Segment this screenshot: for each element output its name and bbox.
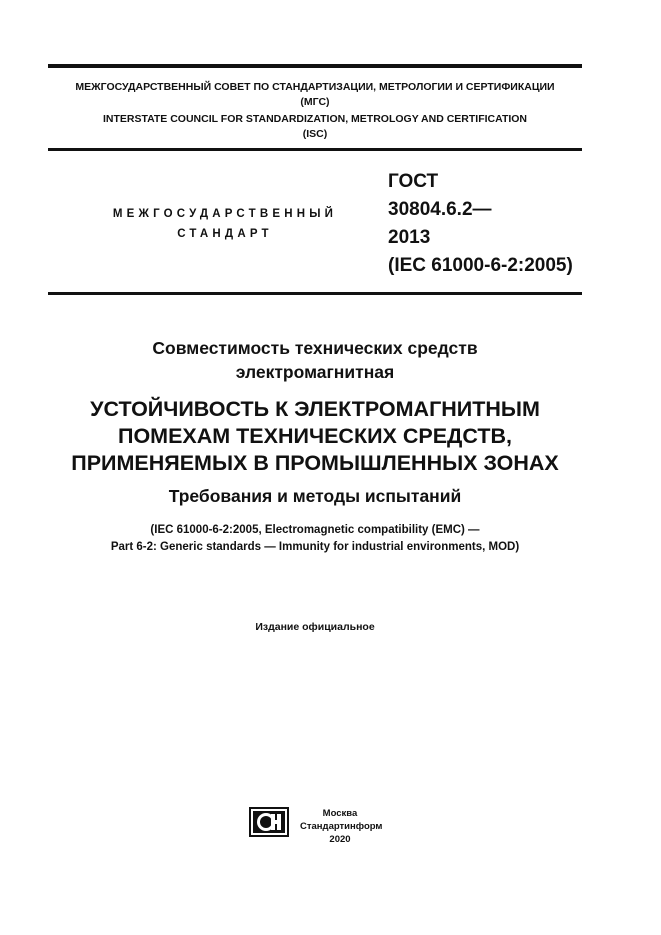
main-title-line3: ПРИМЕНЯЕМЫХ В ПРОМЫШЛЕННЫХ ЗОНАХ	[71, 451, 559, 475]
top-rule	[48, 64, 582, 68]
standartinform-logo-icon	[249, 807, 289, 837]
subject-line1: Совместимость технических средств	[152, 338, 478, 358]
main-title-line2: ПОМЕХАМ ТЕХНИЧЕСКИХ СРЕДСТВ,	[118, 424, 512, 448]
council-ru-line1: МЕЖГОСУДАРСТВЕННЫЙ СОВЕТ ПО СТАНДАРТИЗАЦИИ, МЕТРОЛОГИИ И СЕРТИФИКАЦИИ	[75, 81, 555, 93]
international-reference	[48, 522, 582, 556]
subject-title	[48, 336, 582, 384]
gost-year: 2013	[388, 227, 431, 248]
standard-type	[60, 204, 390, 244]
subtitle: Требования и методы испытаний	[168, 486, 462, 506]
middle-rule	[48, 148, 582, 151]
gost-designation	[388, 168, 573, 280]
publisher-city: Москва	[322, 808, 358, 819]
main-title	[48, 396, 582, 477]
council-en-line2: (ISC)	[302, 128, 328, 140]
edition-note: Издание официальное	[255, 621, 375, 633]
lower-rule	[48, 292, 582, 295]
publisher-block	[300, 807, 383, 846]
intl-ref-line2: Part 6-2: Generic standards — Immunity for industrial environments, MOD)	[110, 541, 520, 553]
main-title-line1: УСТОЙЧИВОСТЬ К ЭЛЕКТРОМАГНИТНЫМ	[90, 397, 540, 421]
subject-line2: электромагнитная	[235, 362, 395, 382]
intl-ref-line1: (IEC 61000-6-2:2005, Electromagnetic compatibility (EMC) —	[150, 524, 480, 536]
gost-number: 30804.6.2—	[388, 199, 492, 220]
gost-label: ГОСТ	[388, 171, 439, 192]
council-en-line1: INTERSTATE COUNCIL FOR STANDARDIZATION, METROLOGY AND CERTIFICATION	[102, 113, 528, 125]
publisher-year: 2020	[329, 834, 351, 845]
council-en	[48, 112, 582, 142]
gost-iec-ref: (IEC 61000-6-2:2005)	[388, 255, 573, 276]
council-ru-line2: (МГС)	[300, 96, 330, 108]
standard-type-line1: МЕЖГОСУДАРСТВЕННЫЙ	[112, 208, 338, 220]
standard-type-line2: СТАНДАРТ	[177, 228, 273, 240]
publisher-name: Стандартинформ	[300, 821, 383, 832]
council-ru	[48, 80, 582, 110]
